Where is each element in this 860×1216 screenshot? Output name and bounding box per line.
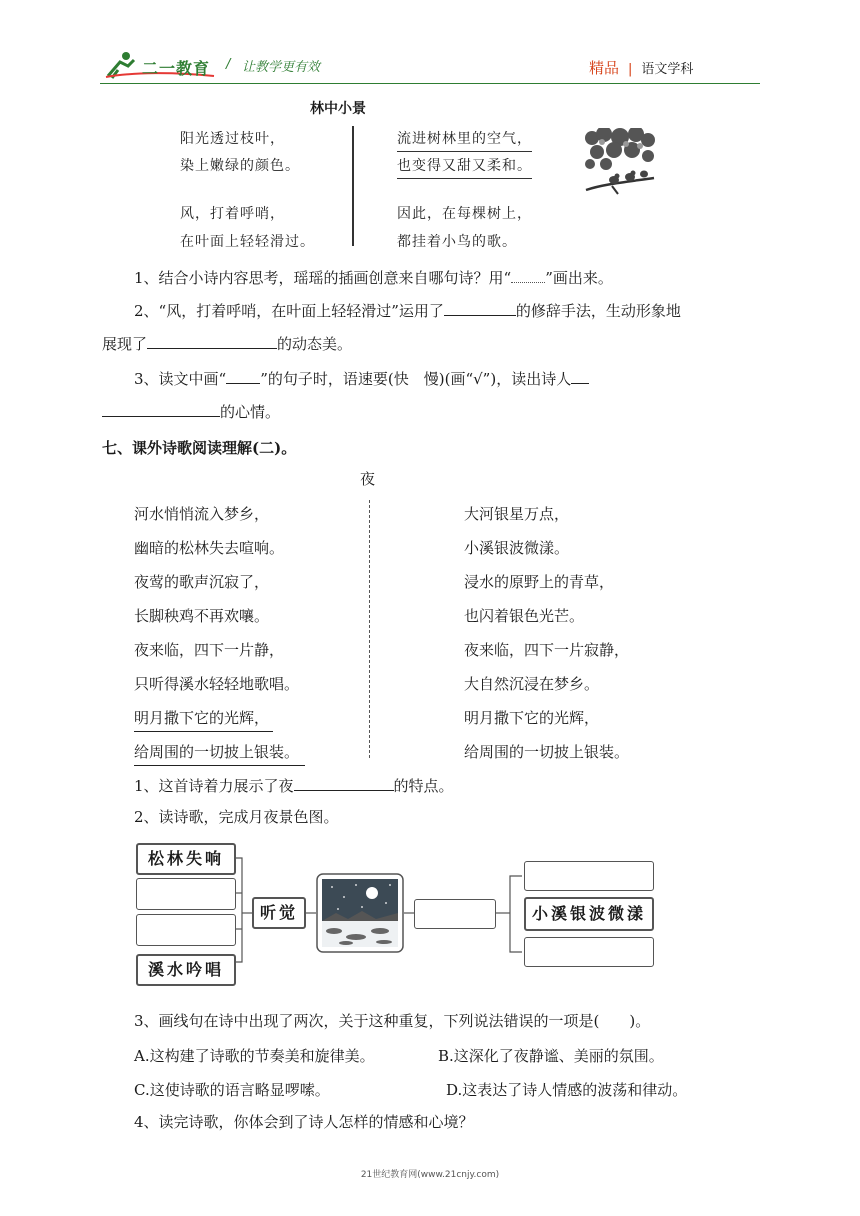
- answer-blank[interactable]: [294, 775, 394, 791]
- diagram-box-stream-ripple: 小溪银波微漾: [524, 897, 654, 931]
- answer-blank[interactable]: [147, 333, 277, 349]
- poem1-line: 风，打着呼哨，: [180, 206, 285, 222]
- poem2-line: 大河银星万点，: [464, 505, 570, 523]
- question-1-3: [134, 368, 589, 389]
- question-text: 1、结合小诗内容思考，瑶瑶的插画创意来自哪句诗？用“: [134, 269, 512, 287]
- answer-blank[interactable]: [102, 401, 220, 417]
- question-1-2: [134, 300, 681, 321]
- poem2-line: 夜来临，四下一片寂静，: [464, 641, 630, 659]
- diagram-blank-box[interactable]: [524, 861, 654, 891]
- header-divider: [100, 83, 760, 84]
- poem2-line: 夜来临，四下一片静，: [134, 641, 285, 659]
- brand-slogan: 让教学更有效: [242, 60, 321, 75]
- poem1-line: 染上嫩绿的颜色。: [180, 158, 300, 174]
- poem2-line: 也闪着银色光芒。: [464, 607, 585, 625]
- poem2-line-underlined: 给周围的一切披上银装。: [134, 741, 305, 766]
- question-2-4: 4、读完诗歌，你体会到了诗人怎样的情感和心境？: [134, 1113, 474, 1131]
- subject-label: 语文学科: [641, 62, 694, 77]
- question-text: 2、“风，打着呼哨，在叶面上轻轻滑过”运用了: [134, 302, 444, 320]
- question-1-2-cont: [102, 333, 352, 354]
- diagram-blank-box[interactable]: [524, 937, 654, 967]
- question-1-3-cont: [102, 401, 280, 422]
- poem1-line: 都挂着小鸟的歌。: [397, 234, 517, 250]
- diagram-box-pine-silent: 松林失响: [136, 843, 236, 875]
- birds-on-branch-illustration: [582, 128, 657, 200]
- option-c[interactable]: C.这使诗歌的语言略显啰嗦。: [134, 1081, 330, 1099]
- header-slash: /: [226, 57, 231, 72]
- poem2-line: 河水悄悄流入梦乡，: [134, 505, 270, 523]
- question-text: ”的句子时，语速要(快 慢)(画“√”)，读出诗人: [260, 370, 572, 388]
- poem2-line: 长脚秧鸡不再欢嚷。: [134, 607, 270, 625]
- diagram-blank-box[interactable]: [136, 878, 236, 910]
- poem2-line: 小溪银波微漾。: [464, 539, 570, 557]
- header-separator: |: [628, 62, 633, 77]
- question-2-2: 2、读诗歌，完成月夜景色图。: [134, 808, 339, 826]
- question-text: ”画出来。: [545, 269, 613, 287]
- header-right: [589, 58, 693, 78]
- poem2-line: 只听得溪水轻轻地歌唱。: [134, 675, 300, 693]
- poem1-line: 阳光透过枝叶，: [180, 131, 285, 147]
- option-b[interactable]: B.这深化了夜静谧、美丽的氛围。: [438, 1047, 664, 1065]
- diagram-box-stream-singing: 溪水吟唱: [136, 954, 236, 986]
- wavy-line-sample: [511, 270, 545, 283]
- option-a[interactable]: A.这构建了诗歌的节奏美和旋律美。: [134, 1047, 375, 1065]
- underline-sample: [226, 368, 260, 384]
- question-text: 的心情。: [220, 403, 281, 421]
- poem2-line-underlined: 明月撒下它的光辉，: [134, 707, 273, 732]
- diagram-box-hearing: 听觉: [252, 897, 306, 929]
- poem1-divider: [352, 126, 354, 246]
- answer-blank[interactable]: [444, 300, 516, 316]
- diagram-blank-box[interactable]: [136, 914, 236, 946]
- section-heading: 七、课外诗歌阅读理解(二)。: [102, 439, 297, 457]
- answer-blank[interactable]: [571, 368, 589, 384]
- question-2-1: [134, 775, 454, 796]
- diagram-blank-box[interactable]: [414, 899, 496, 929]
- question-text: 的修辞手法，生动形象地: [515, 302, 681, 320]
- question-1-1: [134, 268, 613, 288]
- question-text: 3、读文中画“: [134, 370, 227, 388]
- poem2-line: 幽暗的松林失去喧响。: [134, 539, 285, 557]
- poem2-line: 给周围的一切披上银装。: [464, 743, 630, 761]
- poem2-line: 明月撒下它的光辉，: [464, 709, 600, 727]
- poem1-line-underlined: 也变得又甜又柔和。: [397, 155, 532, 179]
- poem2-line: 浸水的原野上的青草，: [464, 573, 615, 591]
- question-text: 1、这首诗着力展示了夜: [134, 777, 294, 795]
- poem1-title: 林中小景: [310, 101, 366, 117]
- poem2-divider: [369, 500, 370, 758]
- question-2-3: 3、画线句在诗中出现了两次，关于这种重复，下列说法错误的一项是( )。: [134, 1012, 651, 1030]
- page-footer: 21世纪教育网(www.21cnjy.com): [360, 1170, 500, 1180]
- poem2-line: 夜莺的歌声沉寂了，: [134, 573, 270, 591]
- question-text: 展现了: [102, 335, 148, 353]
- poem1-line-underlined: 流进树林里的空气，: [397, 128, 532, 152]
- brand-name: 二一教育: [142, 59, 211, 78]
- moonlit-night-illustration: [316, 873, 404, 953]
- poem2-title: 夜: [360, 470, 376, 488]
- question-text: 的动态美。: [277, 335, 353, 353]
- option-d[interactable]: D.这表达了诗人情感的波荡和律动。: [446, 1081, 688, 1099]
- poem1-line: 因此，在每棵树上，: [397, 206, 532, 222]
- poem1-line: 在叶面上轻轻滑过。: [180, 234, 315, 250]
- question-text: 的特点。: [393, 777, 454, 795]
- poem2-line: 大自然沉浸在梦乡。: [464, 675, 600, 693]
- quality-badge: 精品: [589, 59, 620, 77]
